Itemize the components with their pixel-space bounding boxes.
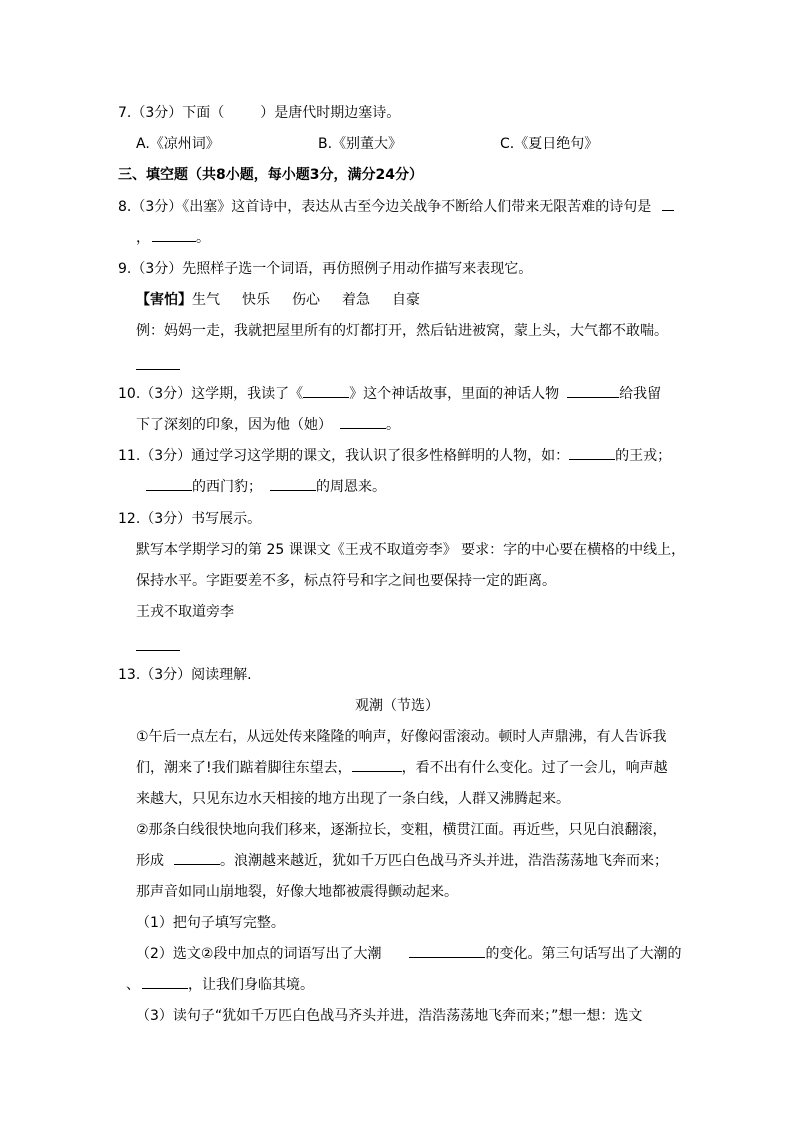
section-3-heading: 三、填空题（共8小题，每小题3分，满分24分）	[118, 167, 423, 183]
q13-sub-3: （3）读句子“犹如千万匹白色战马齐头并进，浩浩荡荡地飞奔而来；”想一想：选文	[136, 1008, 643, 1024]
passage-p2-line-2	[136, 852, 668, 870]
q7-stem-part-b: ）是唐代时期边塞诗。	[260, 105, 401, 121]
q10-stem-a: 10.（3分）这学期，我读了《	[118, 386, 304, 402]
question-13-stem: 13.（3分）阅读理解.	[118, 667, 252, 683]
q13-sub-2-line-1	[136, 945, 681, 963]
sub2-text-a: （2）选文②段中加点的词语写出了大潮	[136, 946, 382, 962]
option-letter: C.	[500, 136, 515, 152]
q13-sub2-blank-2[interactable]	[142, 976, 188, 989]
q10-stem-b: 》这个神话故事，里面的神话人物	[349, 386, 560, 402]
q10-blank-book[interactable]	[303, 385, 349, 398]
q13-sub-1: （1）把句子填写完整。	[136, 915, 285, 931]
q10-blank-character[interactable]	[567, 385, 619, 398]
q9-word: 自豪	[392, 292, 420, 308]
question-8-line-1	[118, 198, 674, 216]
q9-word: 着急	[342, 292, 370, 308]
passage-p2-line-1: ②那条白线很快地向我们移来，逐渐拉长，变粗，横贯江面。再近些，只见白浪翻滚，	[136, 822, 667, 838]
q11-text-ximenbao: 的西门豹；	[192, 479, 262, 495]
passage-p1-line-2	[136, 759, 668, 777]
question-7-stem	[118, 104, 400, 122]
question-8-line-2	[118, 229, 210, 247]
q7-option-a[interactable]	[136, 135, 220, 153]
sub2-text-c: ，让我们身临其境。	[188, 977, 314, 993]
question-10-line-2	[136, 416, 400, 434]
passage-blank-1[interactable]	[352, 759, 402, 772]
question-12-stem: 12.（3分）书写展示。	[118, 511, 262, 527]
passage-title: 观潮（节选）	[355, 698, 439, 714]
p2-text-a: 形成	[136, 853, 164, 869]
q12-instructions-2: 保持水平。字距要差不多，标点符号和字之间也要保持一定的距离。	[136, 573, 556, 589]
option-letter: A.	[136, 136, 150, 152]
q11-stem: 11.（3分）通过学习这学期的课文，我认识了很多性格鲜明的人物，如：	[118, 448, 570, 464]
passage-blank-2[interactable]	[174, 852, 220, 865]
passage-p1-line-1: ①午后一点左右，从远处传来隆隆的响声，好像闷雷滚动。顿时人声鼎沸，有人告诉我	[136, 729, 667, 745]
q9-word-list	[136, 291, 420, 309]
q11-blank-3[interactable]	[270, 478, 316, 491]
q11-blank-1[interactable]	[569, 447, 615, 460]
question-11-line-1	[118, 447, 671, 465]
question-10-line-1	[118, 385, 661, 403]
q9-word: 伤心	[292, 292, 320, 308]
q8-stem: 8.（3分）《出塞》这首诗中，表达从古至今边关战争不断给人们带来无限苦难的诗句是	[118, 199, 652, 215]
sub2-mark: 、	[126, 977, 140, 993]
q11-text-zhouenlai: 的周恩来。	[316, 479, 386, 495]
q7-option-b[interactable]	[318, 135, 402, 153]
p1-text-b: ，看不出有什么变化。过了一会儿，响声越	[401, 760, 668, 776]
q10-blank-reason[interactable]	[340, 416, 386, 429]
q9-answer-blank[interactable]	[136, 369, 180, 370]
q12-answer-blank[interactable]	[136, 650, 180, 651]
question-11-line-2	[146, 478, 386, 496]
q8-blank-2[interactable]	[152, 229, 196, 242]
q13-sub2-blank-1[interactable]	[409, 945, 485, 958]
q11-blank-2[interactable]	[146, 478, 192, 491]
passage-p2-line-3: 那声音如同山崩地裂，好像大地都被震得颤动起来。	[136, 884, 458, 900]
p2-text-b: 。浪潮越来越近，犹如千万匹白色战马齐头并进，浩浩荡荡地飞奔而来；	[220, 853, 668, 869]
passage-p1-line-3: 来越大，只见东边水天相接的地方出现了一条白线，人群又沸腾起来。	[136, 791, 570, 807]
q9-word-label: 【害怕】	[136, 292, 192, 308]
q10-stem-d: 下了深刻的印象，因为他（她）	[136, 417, 332, 433]
q12-instructions-1: 默写本学期学习的第 25 课课文《王戎不取道旁李》 要求：字的中心要在横格的中线上，	[136, 542, 686, 558]
q11-text-wangrong: 的王戎；	[615, 448, 672, 464]
q8-blank-1[interactable]	[662, 198, 674, 211]
q8-period: 。	[196, 230, 210, 246]
q10-period: 。	[386, 417, 400, 433]
option-text: 《夏日绝句》	[514, 136, 599, 152]
q7-stem-part-a: 7.（3分）下面（	[118, 105, 225, 121]
q9-example: 例：妈妈一走，我就把屋里所有的灯都打开，然后钻进被窝，蒙上头，大气都不敢喘。	[136, 323, 668, 339]
option-letter: B.	[318, 136, 333, 152]
option-text: 《别董大》	[332, 136, 403, 152]
question-9-stem: 9.（3分）先照样子选一个词语，再仿照例子用动作描写来表现它。	[118, 261, 533, 277]
q8-comma: ，	[136, 230, 150, 246]
option-text: 《凉州词》	[149, 136, 220, 152]
sub2-text-b: 的变化。第三句话写出了大潮的	[485, 946, 682, 962]
q7-option-c[interactable]	[500, 135, 598, 153]
p1-text-a: 们，潮来了!我们踮着脚往东望去，	[136, 760, 352, 776]
q10-stem-c: 给我留	[619, 386, 662, 402]
q9-word: 生气	[192, 292, 220, 308]
q9-word: 快乐	[242, 292, 270, 308]
q12-poem-title: 王戎不取道旁李	[136, 604, 234, 620]
q13-sub-2-line-2	[126, 976, 314, 994]
